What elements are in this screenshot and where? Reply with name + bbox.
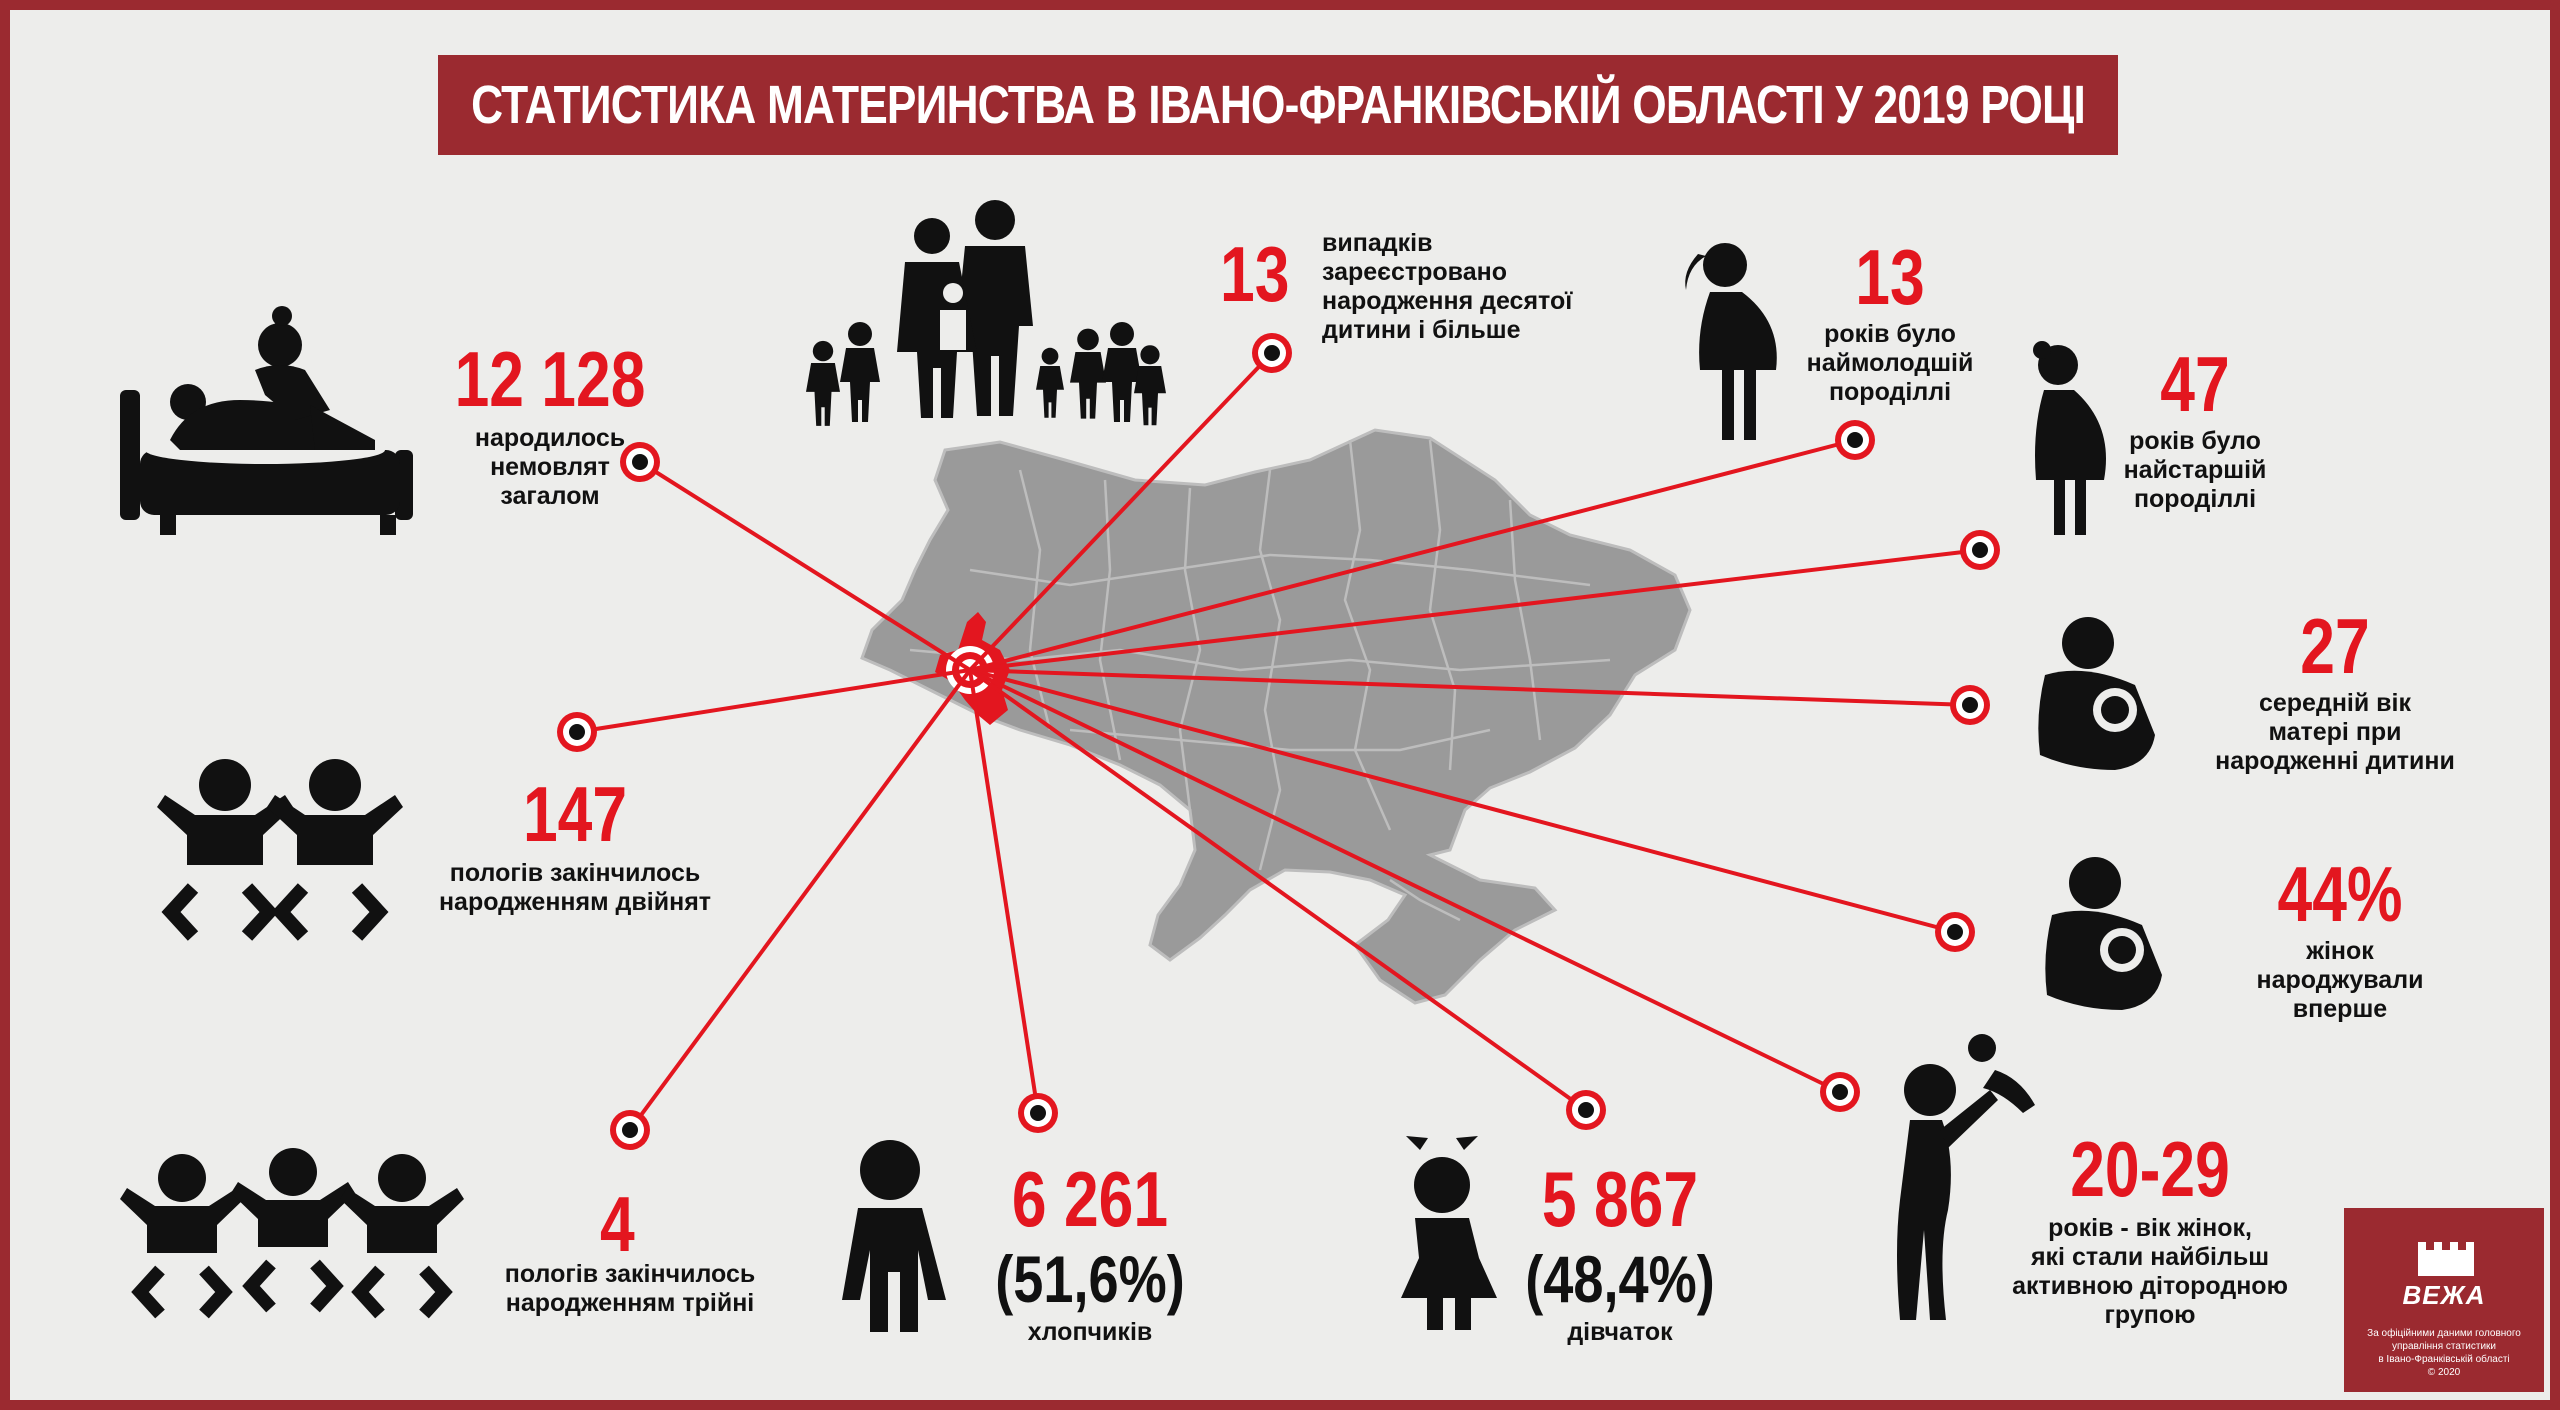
- stat-average-age: [2190, 602, 2480, 776]
- stat-value: 6 261: [1011, 1155, 1169, 1243]
- stat-value: 147: [522, 770, 628, 858]
- twins-icon: [157, 759, 403, 936]
- stat-value: 47: [2160, 340, 2230, 428]
- tower-icon: [2414, 1236, 2474, 1276]
- stat-label: випадків зареєстровано народження десятої дитини і більше: [1322, 229, 1573, 344]
- stat-value: 5 867: [1541, 1155, 1699, 1243]
- stat-label: пологів закінчилось народженням трійні: [504, 1260, 756, 1317]
- stat-boys: [970, 1155, 1210, 1347]
- brand-name: ВЕЖА: [2402, 1280, 2486, 1310]
- brand-logo-block: [2344, 1208, 2544, 1392]
- stat-triplets-label: [480, 1260, 780, 1318]
- stat-twins: [425, 770, 725, 917]
- stat-value: 27: [2300, 602, 2370, 690]
- pregnant-woman-icon: [2033, 341, 2106, 535]
- stat-value: 13: [1855, 233, 1925, 321]
- stat-value: 12 128: [454, 335, 646, 423]
- source-note: За офіційними даними головного управління статистики в Івано-Франківській області © 2020: [2367, 1328, 2521, 1378]
- stat-born-total: [430, 335, 670, 511]
- stat-label: років - вік жінок, які стали найбільш активною дітородною групою: [2012, 1214, 2288, 1329]
- stat-triplets-value: [600, 1180, 643, 1268]
- stat-percent: (51,6%): [995, 1242, 1185, 1316]
- stat-label: середній вік матері при народженні дитини: [2215, 689, 2455, 775]
- mother-with-baby-icon: [2038, 617, 2155, 770]
- boy-icon: [842, 1140, 946, 1332]
- infographic: [10, 10, 2550, 1400]
- mother-in-bed-icon: [120, 306, 413, 535]
- page-title: СТАТИСТИКА МАТЕРИНСТВА В ІВАНО-ФРАНКІВСЬКІЙ ОБЛАСТІ У 2019 РОЦІ: [471, 75, 2085, 135]
- stat-girls: [1500, 1155, 1740, 1347]
- stat-label: дівчаток: [1567, 1318, 1673, 1346]
- stat-value: 44%: [2277, 850, 2403, 938]
- stat-value: 20-29: [2070, 1125, 2230, 1213]
- stat-percent: (48,4%): [1525, 1242, 1715, 1316]
- stat-active-age: [2000, 1125, 2300, 1330]
- large-family-icon: [806, 200, 1166, 426]
- stat-label: народилось немовлят загалом: [474, 424, 626, 510]
- triplets-icon: [120, 1148, 464, 1314]
- stat-label: хлопчиків: [1027, 1318, 1153, 1346]
- stat-label: років було найстаршій породіллі: [2123, 427, 2267, 513]
- stat-label: жінок народжували вперше: [2256, 937, 2424, 1023]
- stat-label: пологів закінчилось народженням двійнят: [438, 859, 712, 916]
- stat-first-birth: [2230, 850, 2450, 1024]
- stat-label: років було наймолодшій породіллі: [1806, 320, 1974, 406]
- pregnant-girl-icon: [1685, 243, 1777, 440]
- stat-youngest-mother: [1790, 233, 1990, 407]
- stat-value: 4: [600, 1180, 635, 1268]
- stat-oldest-mother: [2100, 340, 2290, 514]
- mother-with-baby-icon-2: [2045, 857, 2162, 1010]
- stat-value: 13: [1220, 230, 1290, 318]
- girl-icon: [1401, 1136, 1497, 1330]
